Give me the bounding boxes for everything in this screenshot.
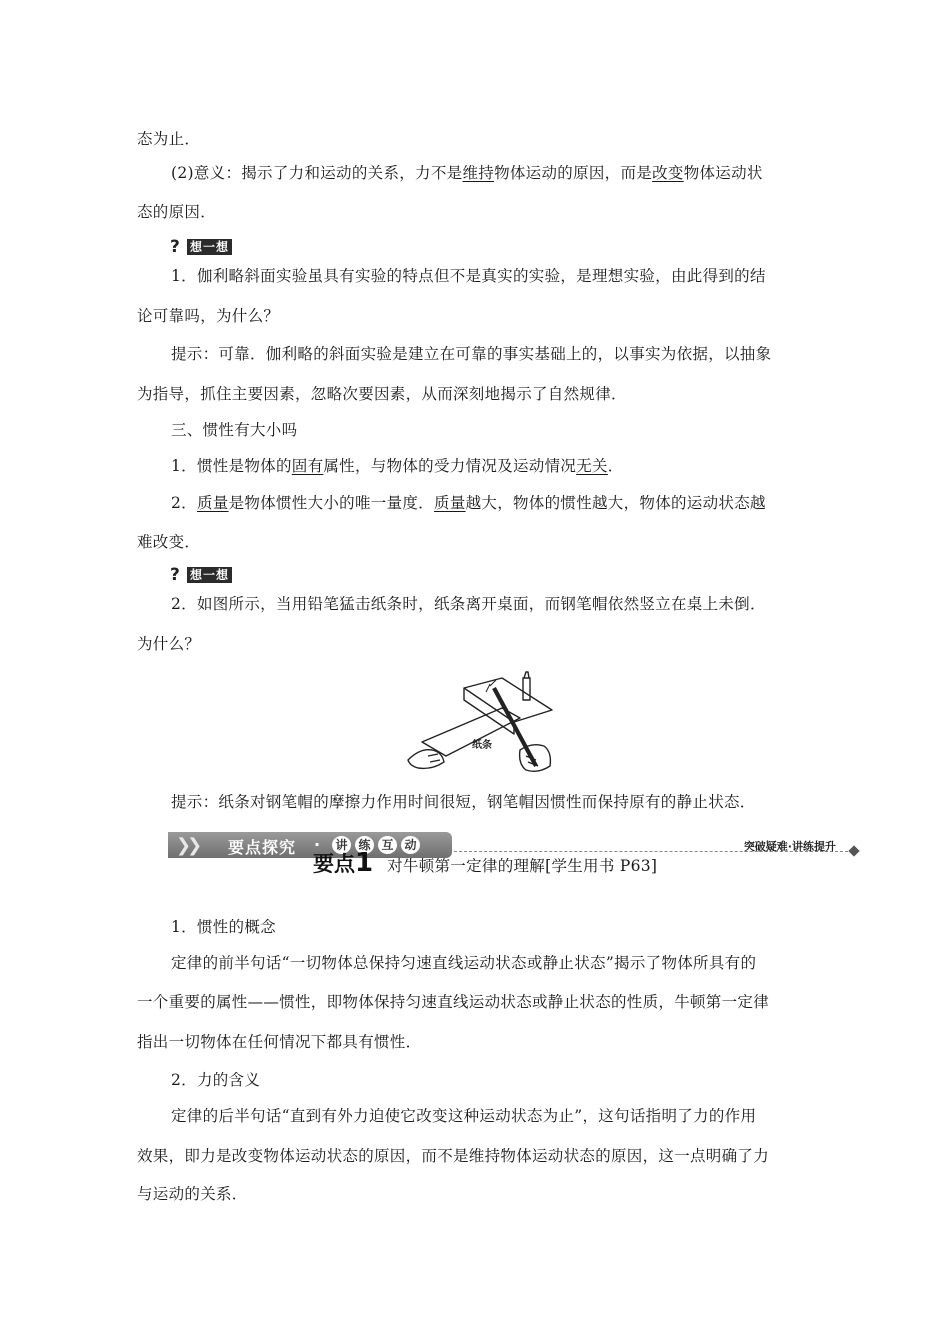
subheading: 1．惯性的概念 [171,918,276,936]
hand-left-finger [428,754,440,762]
banner-separator: · [314,835,321,854]
text-run: 越大，物体的惯性越大，物体的运动状态越 [465,494,766,512]
text-line: 态为止． [137,130,201,148]
hand-left [408,750,444,769]
text-run: 1．惯性是物体的 [171,457,292,475]
keypoint-label: 要点 [313,852,355,876]
hint-line: 提示：纸条对钢笔帽的摩擦力作用时间很短，钢笔帽因惯性而保持原有的静止状态． [171,793,756,811]
keypoint-title: 对牛顿第一定律的理解[学生用书 P63] [387,857,658,875]
paragraph-line: 指出一切物体在任何情况下都具有惯性． [137,1033,422,1051]
question-line: 2．如图所示，当用铅笔猛击纸条时，纸条离开桌面，而钢笔帽依然竖立在桌上未倒． [171,595,766,613]
diamond-icon [848,845,859,856]
text-run: (2)意义：揭示了力和运动的关系，力不是 [171,164,463,182]
paragraph-line: 与运动的关系． [137,1185,248,1203]
banner-pill: 互 [378,836,397,854]
keypoint-number: 1 [355,848,374,878]
pen-cap [523,678,530,700]
question-line: 1．伽利略斜面实验虽具有实验的特点但不是真实的实验，是理想实验，由此得到的结 [171,267,766,285]
question-mark-icon: ? [170,565,180,585]
chevron-right-icon: ❯❯ [176,835,199,856]
think-label: 想一想 [187,567,232,583]
underlined-answer: 固有 [291,457,324,475]
paper-strip [422,708,520,756]
paragraph-line: 定律的后半句话“直到有外力迫使它改变这种运动状态为止”，这句话指明了力的作用 [171,1107,757,1125]
think-tag [170,566,232,584]
underlined-answer: 无关 [576,457,608,475]
banner-pill: 讲 [332,836,351,854]
underlined-answer: 维持 [462,164,495,182]
question-mark-icon: ? [170,237,180,257]
banner-pill: 练 [355,836,374,854]
text-run: 物体运动状 [683,164,763,182]
banner-title: 要点探究 [228,838,297,857]
list-item [171,493,851,513]
section-heading: 三、惯性有大小吗 [171,421,298,439]
meaning-line [171,163,851,183]
text-line: 难改变． [137,533,201,551]
banner-pill: 动 [401,836,420,854]
subheading: 2．力的含义 [171,1071,261,1089]
think-label: 想一想 [187,239,232,255]
paragraph-line: 效果，即力是改变物体运动状态的原因，而不是维持物体运动状态的原因，这一点明确了力 [137,1147,770,1165]
keypoint-heading [313,848,657,878]
text-run: ． [607,457,624,475]
paragraph-line: 定律的前半句话“一切物体总保持匀速直线运动状态或静止状态”揭示了物体所具有的 [171,954,757,972]
pen-cap-top [524,672,529,678]
hand-right [520,745,551,772]
text-run: 物体运动的原因，而是 [494,164,653,182]
banner-subtitle: 突破疑难·讲练提升 [743,840,836,853]
think-tag [170,238,232,256]
hint-line: 提示：可靠．伽利略的斜面实验是建立在可靠的事实基础上的，以事实为依据，以抽象 [171,345,772,363]
text-run: 是物体惯性大小的唯一量度． [228,494,434,512]
text-run: 2． [171,494,197,512]
list-item [171,456,851,476]
text-line: 态的原因． [137,203,217,221]
underlined-answer: 质量 [433,494,466,512]
paragraph-line: 一个重要的属性——惯性，即物体保持匀速直线运动状态或静止状态的性质，牛顿第一定律 [137,993,770,1011]
question-line: 为什么？ [137,635,201,653]
underlined-answer: 改变 [652,164,684,182]
underlined-answer: 质量 [196,494,229,512]
text-run: 属性，与物体的受力情况及运动情况 [323,457,577,475]
hint-line: 为指导，抓住主要因素，忽略次要因素，从而深刻地揭示了自然规律． [137,385,627,403]
paper-strip-illustration [402,670,562,778]
question-line: 论可靠吗，为什么？ [137,307,280,325]
figure-label: 纸条 [472,740,492,751]
